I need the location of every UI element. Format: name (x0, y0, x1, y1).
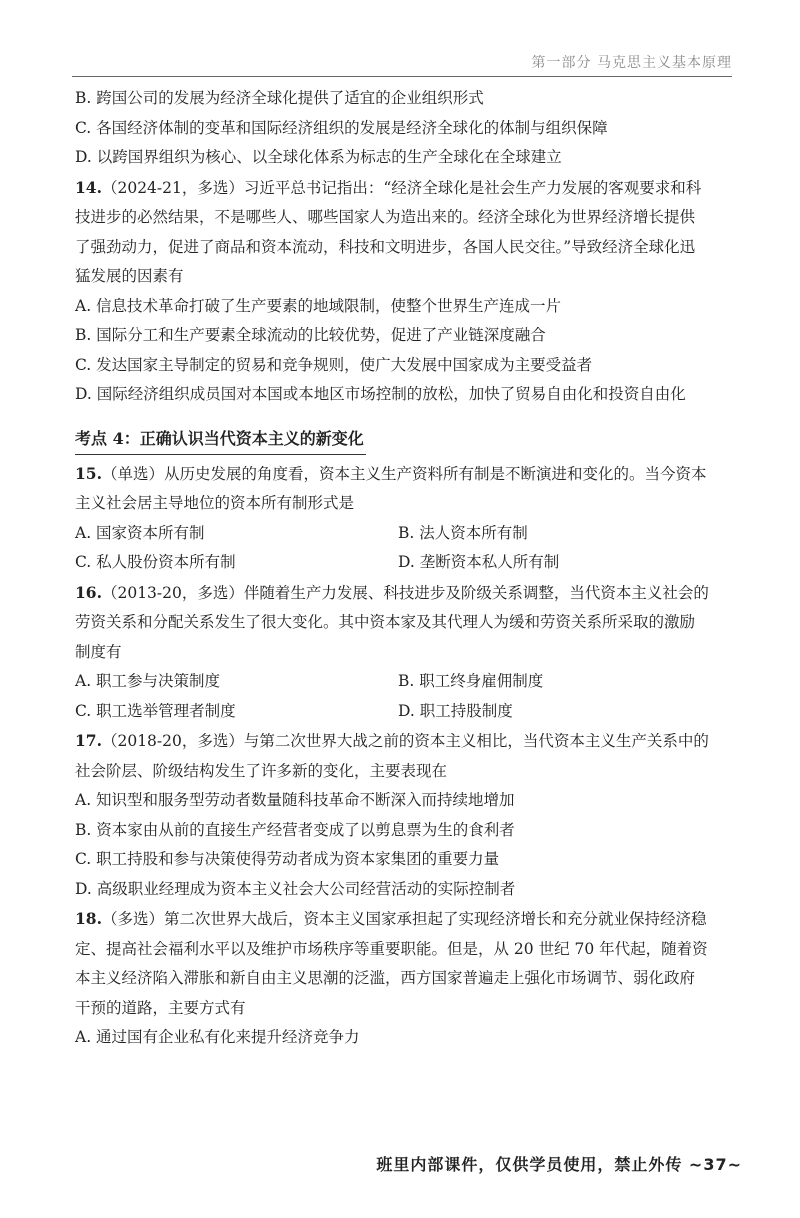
option-b: B. 职工终身雇佣制度 (398, 672, 544, 690)
page-content (75, 84, 735, 1053)
question-text: 干预的道路，主要方式有 (75, 998, 246, 1017)
question-number: 15. (75, 463, 102, 483)
option-d: D. 国际经济组织成员国对本国或本地区市场控制的放松，加快了贸易自由化和投资自由化 (75, 385, 686, 403)
question-text: （单选）从历史发展的角度看，资本主义生产资料所有制是不断演进和变化的。当今资本 (101, 464, 707, 483)
option-a: A. 知识型和服务型劳动者数量随科技革命不断深入而持续地增加 (75, 791, 515, 809)
option-line: C. 各国经济体制的变革和国际经济组织的发展是经济全球化的体制与组织保障 (75, 118, 608, 137)
option-c: C. 职工选举管理者制度 (75, 701, 236, 720)
question-text: 定、提高社会福利水平以及维护市场秩序等重要职能。但是，从 20 世纪 70 年代起，随着资 (75, 939, 708, 958)
question-text: 猛发展的因素有 (75, 267, 184, 285)
question-number: 16. (75, 582, 102, 602)
option-c: C. 发达国家主导制定的贸易和竞争规则，使广大发展中国家成为主要受益者 (75, 355, 593, 374)
option-b: B. 国际分工和生产要素全球流动的比较优势，促进了产业链深度融合 (75, 326, 546, 344)
question-18 (75, 904, 735, 1053)
question-15 (75, 459, 735, 578)
question-text: 了强劲动力，促进了商品和资本流动，科技和文明进步，各国人民交往。”导致经济全球化迅 (75, 237, 696, 256)
question-text: 技进步的必然结果，不是哪些人、哪些国家人为造出来的。经济全球化为世界经济增长提供 (75, 208, 696, 226)
option-c: C. 私人股份资本所有制 (75, 553, 236, 571)
question-16 (75, 578, 735, 727)
question-14 (75, 173, 735, 410)
question-text: 制度有 (75, 642, 122, 661)
option-line: D. 以跨国界组织为核心、以全球化体系为标志的生产全球化在全球建立 (75, 148, 562, 166)
question-17 (75, 726, 735, 904)
question-number: 17. (75, 731, 102, 750)
question-text: （2013-20，多选）伴随着生产力发展、科技进步及阶级关系调整，当代资本主义社会的 (101, 583, 709, 602)
option-a: A. 国家资本所有制 (75, 523, 205, 542)
header-text: 第一部分 马克思主义基本原理 (531, 55, 732, 71)
option-a: A. 职工参与决策制度 (75, 672, 221, 690)
page-footer: 班里内部课件，仅供学员使用，禁止外传 ~37~ (376, 1155, 742, 1174)
option-line: B. 跨国公司的发展为经济全球化提供了适宜的企业组织形式 (75, 89, 484, 107)
question-text: 劳资关系和分配关系发生了很大变化。其中资本家及其代理人为缓和劳资关系所采取的激励 (75, 613, 696, 631)
question-number: 14. (75, 177, 102, 197)
option-a: A. 通过国有企业私有化来提升经济竞争力 (75, 1028, 360, 1046)
option-c: C. 职工持股和参与决策使得劳动者成为资本家集团的重要力量 (75, 850, 500, 868)
question-text: （2024-21，多选）习近平总书记指出：“经济全球化是社会生产力发展的客观要求和科 (101, 178, 702, 197)
question-text: （多选）第二次世界大战后，资本主义国家承担起了实现经济增长和充分就业保持经济稳 (101, 910, 707, 928)
question-number: 18. (75, 909, 102, 928)
question-text: （2018-20，多选）与第二次世界大战之前的资本主义相比，当代资本主义生产关系中的 (101, 732, 709, 750)
option-b: B. 资本家由从前的直接生产经营者变成了以剪息票为生的食利者 (75, 820, 515, 839)
section-heading: 考点 4：正确认识当代资本主义的新变化 (75, 424, 366, 455)
question-text: 本主义经济陷入滞胀和新自由主义思潮的泛滥，西方国家普遍走上强化市场调节、弱化政府 (75, 969, 696, 987)
option-a: A. 信息技术革命打破了生产要素的地域限制，使整个世界生产连成一片 (75, 296, 562, 315)
question-text: 社会阶层、阶级结构发生了许多新的变化，主要表现在 (75, 761, 448, 780)
option-d: D. 垄断资本私人所有制 (398, 553, 560, 571)
running-header (72, 50, 732, 77)
option-b: B. 法人资本所有制 (398, 523, 528, 542)
question-text: 主义社会居主导地位的资本所有制形式是 (75, 494, 355, 512)
option-d: D. 职工持股制度 (398, 701, 513, 720)
option-d: D. 高级职业经理成为资本主义社会大公司经营活动的实际控制者 (75, 879, 516, 898)
